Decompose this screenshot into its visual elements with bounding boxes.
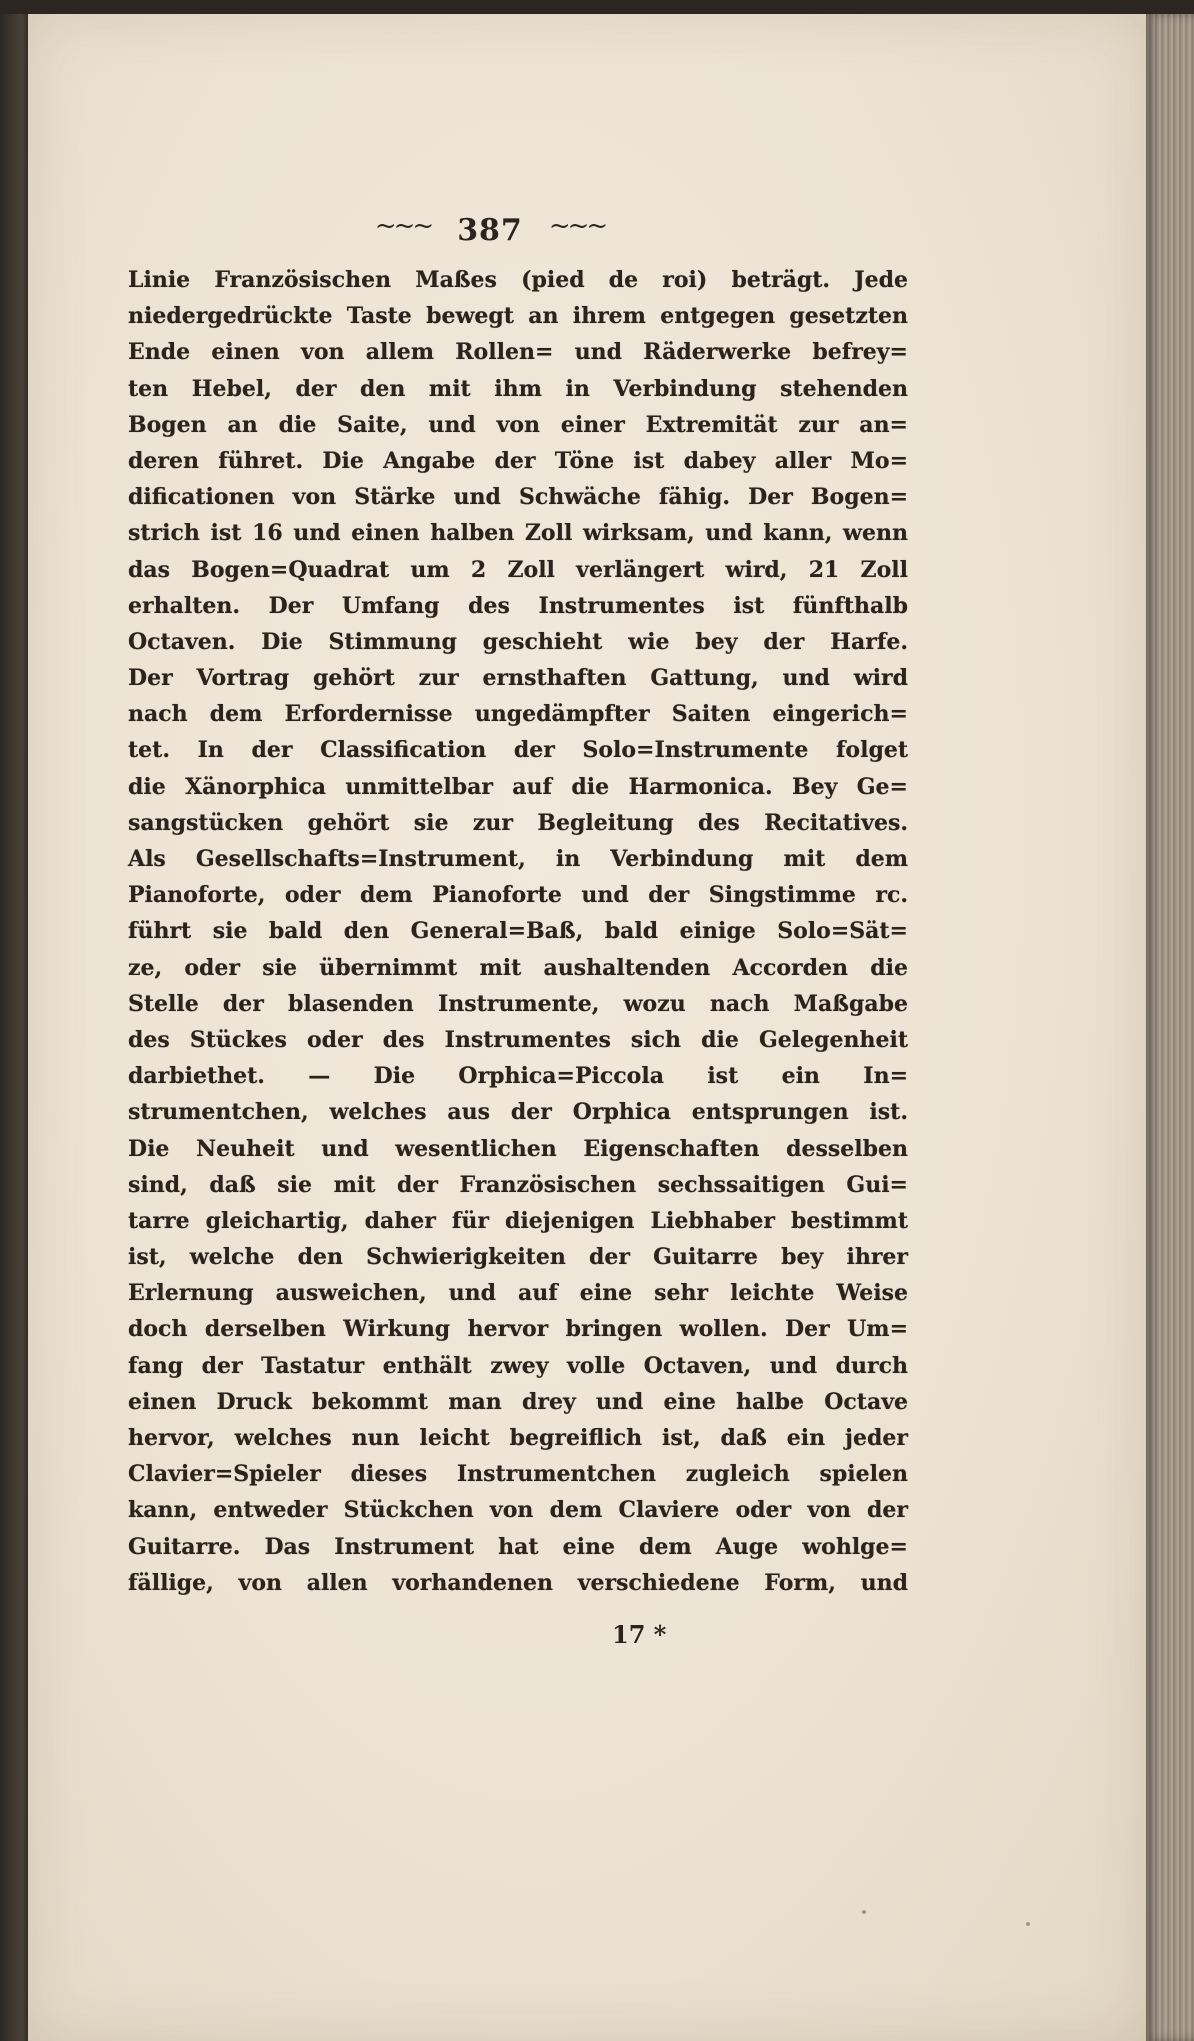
text-line: Als Gesellschafts=Instrument, in Verbindung mit dem	[128, 846, 908, 872]
paper-speck	[1026, 1922, 1030, 1926]
signature-mark: 17 *	[612, 1620, 667, 1649]
text-line: fällige, von allen vorhandenen verschiedene Form, und	[128, 1569, 908, 1596]
text-line: dificationen von Stärke und Schwäche fähig. Der Bogen=	[128, 484, 908, 511]
text-line: ze, oder sie übernimmt mit aushaltenden Accorden die	[128, 954, 908, 981]
text-line: Die Neuheit und wesentlichen Eigenschaften desselben	[128, 1135, 908, 1162]
header-ornament-left: ~~~	[374, 211, 432, 241]
text-line: des Stückes oder des Instrumentes sich die Gelegenheit	[128, 1026, 908, 1053]
top-binding-shadow	[0, 0, 1194, 14]
text-line: Der Vortrag gehört zur ernsthaften Gattung, und wird	[128, 665, 908, 692]
text-line: die Xänorphica unmittelbar auf die Harmonica. Bey Ge=	[128, 773, 908, 800]
text-line: kann, entweder Stückchen von dem Claviere oder von der	[128, 1497, 908, 1524]
text-line: einen Druck bekommt man drey und eine halbe Octave	[128, 1388, 908, 1415]
page-header	[360, 210, 620, 250]
body-text	[128, 262, 908, 1601]
page-number: 387	[457, 212, 523, 248]
text-line: Octaven. Die Stimmung geschieht wie bey der Harfe.	[128, 628, 908, 655]
header-ornament-right: ~~~	[548, 211, 606, 241]
text-line: nach dem Erfordernisse ungedämpfter Saiten eingerich=	[128, 701, 908, 728]
text-line: niedergedrückte Taste bewegt an ihrem entgegen gesetzten	[128, 303, 908, 330]
text-line: erhalten. Der Umfang des Instrumentes ist fünfthalb	[128, 592, 908, 619]
text-line: Guitarre. Das Instrument hat eine dem Auge wohlge=	[128, 1533, 908, 1560]
text-line: ten Hebel, der den mit ihm in Verbindung stehenden	[128, 375, 908, 402]
text-line: deren führet. Die Angabe der Töne ist dabey aller Mo=	[128, 447, 908, 474]
paper-speck	[862, 1910, 866, 1914]
text-line: führt sie bald den General=Baß, bald einige Solo=Sät=	[128, 918, 908, 945]
text-line: darbiethet. — Die Orphica=Piccola ist ein In=	[128, 1063, 908, 1090]
text-line: Stelle der blasenden Instrumente, wozu nach Maßgabe	[128, 990, 908, 1017]
text-line: tarre gleichartig, daher für diejenigen Liebhaber bestimmt	[128, 1207, 908, 1234]
text-line: Bogen an die Saite, und von einer Extremität zur an=	[128, 411, 908, 438]
text-line: das Bogen=Quadrat um 2 Zoll verlängert wird, 21 Zoll	[128, 556, 908, 583]
text-line: strumentchen, welches aus der Orphica entsprungen ist.	[128, 1099, 908, 1126]
text-line: ist, welche den Schwierigkeiten der Guitarre bey ihrer	[128, 1244, 908, 1271]
text-line: Ende einen von allem Rollen= und Räderwerke befrey=	[128, 339, 908, 366]
text-line: Clavier=Spieler dieses Instrumentchen zugleich spielen	[128, 1461, 908, 1488]
page-fore-edge	[1146, 14, 1194, 2041]
text-line: doch derselben Wirkung hervor bringen wollen. Der Um=	[128, 1316, 908, 1343]
text-line: tet. In der Classification der Solo=Instrumente folget	[128, 737, 908, 764]
text-line: fang der Tastatur enthält zwey volle Octaven, und durch	[128, 1352, 908, 1379]
text-line: hervor, welches nun leicht begreiflich ist, daß ein jeder	[128, 1425, 908, 1451]
text-line: sangstücken gehört sie zur Begleitung des Recitatives.	[128, 809, 908, 836]
text-line: sind, daß sie mit der Französischen sechssaitigen Gui=	[128, 1171, 908, 1198]
text-line: Linie Französischen Maßes (pied de roi) beträgt. Jede	[128, 267, 908, 293]
text-line: strich ist 16 und einen halben Zoll wirksam, und kann, wenn	[128, 520, 908, 547]
text-line: Pianoforte, oder dem Pianoforte und der Singstimme rc.	[128, 882, 908, 909]
text-line: Erlernung ausweichen, und auf eine sehr leichte Weise	[128, 1280, 908, 1307]
